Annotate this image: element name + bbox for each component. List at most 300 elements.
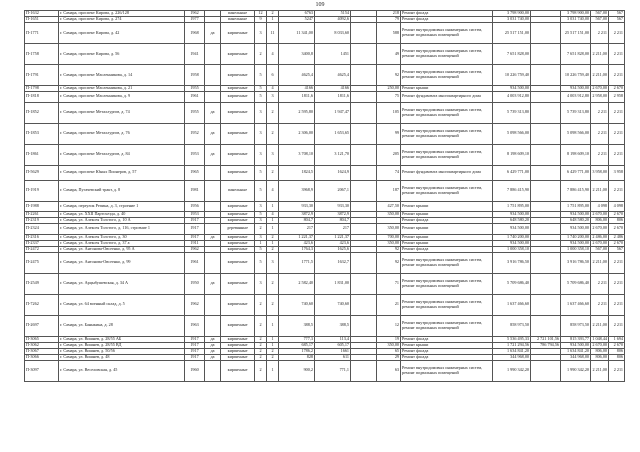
cell-heritage [205,224,221,235]
cell-year: 1960 [185,360,205,381]
cell-house-id: П-3066 [25,354,59,360]
cell-house-id: П-3067 [25,348,59,354]
cell-wall-material: кирпичные [221,273,255,294]
cell-residents: 92 [377,252,401,273]
cell-unit-cost: 2 211 [591,144,609,165]
cell-heritage [205,315,221,336]
cell-entrances: 2 [267,11,279,17]
cell-residents: 350,00 [377,224,401,235]
table-row [25,180,625,201]
cell-residents: 71 [377,273,401,294]
cell-wall-material: кирпичные [221,212,255,218]
cell-address: г. Самара, проспект Металлургов, д. 74 [59,102,185,123]
cell-address: г. Самара, проспект Масленникова, д. 14 [59,65,185,86]
cell-total-cost: 1 637 466,60 [493,294,531,315]
cell-heritage: да [205,102,221,123]
cell-total-cost: 648 580,20 [493,218,531,224]
table-row [25,224,625,235]
cell-house-id: П-1852 [25,102,59,123]
cell-entrances: 4 [267,180,279,201]
cell-budget-cost: 5 098 566,00 [561,123,591,144]
cell-total-cost: 25 517 151,00 [493,23,531,44]
cell-living-area: 388,5 [315,315,351,336]
cell-heritage: да [205,123,221,144]
cell-blank [351,92,377,103]
cell-budget-cost: 3 916 786,50 [561,252,591,273]
cell-address: г. Самара, ул. Вишнев, д. 48 [59,354,185,360]
cell-wall-material: кирпичные [221,165,255,180]
cell-work-type: Ремонт крыши [401,212,493,218]
cell-entrances: 2 [267,294,279,315]
table-row [25,92,625,103]
cell-residents: 92 [377,65,401,86]
cell-wall-material: панельные [221,11,255,17]
table-row [25,65,625,86]
cell-address: г. Самара, ул. Вишнев, д. 28/55 ВД [59,342,185,348]
cell-total-area: 4166 [279,86,315,92]
cell-heritage [205,165,221,180]
cell-entrances: 1 [267,342,279,348]
cell-blank [351,360,377,381]
cell-wall-material: кирпичные [221,234,255,240]
cell-limit-cost: 2 211 [609,144,625,165]
cell-living-area: 771,1 [315,360,351,381]
table-row [25,294,625,315]
cell-total-cost: 8 198 609,10 [493,144,531,165]
cell-budget-cost: 3 031 740,00 [561,17,591,23]
cell-work-type: Ремонт фундамента многоквартирного дома [401,165,493,180]
cell-floors: 5 [255,252,267,273]
cell-work-type: Ремонт внутридомовых инженерных систем, ремонт подвальных помещений [401,294,493,315]
cell-work-type: Ремонт фасада [401,246,493,252]
cell-residents: 99 [377,123,401,144]
cell-total-area: 777,3 [279,336,315,342]
cell-limit-cost: 2 211 [609,102,625,123]
cell-house-id: П-1632 [25,11,59,17]
cell-work-type: Ремонт фасада [401,336,493,342]
cell-entrances: 6 [267,65,279,86]
cell-total-area: 3400,8 [279,44,315,65]
cell-unit-cost: 806,00 [591,218,609,224]
cell-entrances: 1 [267,17,279,23]
cell-work-type: Ремонт внутридомовых инженерных систем, ремонт подвальных помещений [401,23,493,44]
cell-work-type: Ремонт фасада [401,354,493,360]
cell-entrances: 3 [267,252,279,273]
cell-fund-cost [531,92,561,103]
cell-limit-cost: 2 211 [609,273,625,294]
cell-house-id: П-1818 [25,92,59,103]
cell-blank [351,294,377,315]
table-row [25,123,625,144]
cell-blank [351,180,377,201]
cell-heritage: да [205,144,221,165]
cell-total-cost: 5 739 313,80 [493,102,531,123]
cell-budget-cost: 7 886 415,90 [561,180,591,201]
cell-entrances: 1 [267,224,279,235]
table-row [25,102,625,123]
cell-budget-cost: 934 500,00 [561,342,591,348]
cell-work-type: Ремонт внутридомовых инженерных систем, ремонт подвальных помещений [401,315,493,336]
cell-entrances: 1 [267,218,279,224]
cell-total-cost: 3 031 740,00 [493,17,531,23]
cell-total-area: 1 221,37 [279,234,315,240]
cell-heritage [205,201,221,212]
cell-house-id: П-2316 [25,234,59,240]
cell-address: г. Самара, ул. 64 военный склад, д. 5 [59,294,185,315]
cell-wall-material: кирпичные [221,336,255,342]
cell-budget-cost: 934 500,00 [561,224,591,235]
cell-budget-cost: 1 990 342,20 [561,360,591,381]
cell-unit-cost: 2 670,00 [591,224,609,235]
cell-work-type: Ремонт фасада [401,218,493,224]
cell-address: г. Самара, ул. Антонова-Овсеенко, д. 99 [59,252,185,273]
cell-wall-material: кирпичные [221,246,255,252]
cell-residents: 65 [377,348,401,354]
cell-unit-cost: 567,00 [591,246,609,252]
cell-unit-cost: 2 211,00 [591,252,609,273]
cell-unit-cost: 2 670,00 [592,342,607,347]
cell-floors: 3 [255,218,267,224]
cell-residents: 79 [377,17,401,23]
cell-work-type: Ремонт крыши [401,234,493,240]
cell-floors: 2 [255,354,267,360]
cell-year: 1958 [185,65,205,86]
cell-wall-material: кирпичные [221,92,255,103]
cell-floors: 2 [255,348,267,354]
cell-wall-material: кирпичные [221,144,255,165]
cell-address: г. Самара, ул. Алексея Толстого, д. 10 А [59,218,185,224]
cell-fund-cost [531,180,561,201]
cell-year: 1917 [185,342,205,348]
cell-budget-cost: 344 968,00 [561,354,591,360]
cell-house-id: П-3097 [25,360,59,381]
cell-total-area: 828 [279,354,315,360]
cell-total-cost: 3 916 786,50 [493,252,531,273]
cell-house-id: П-1853 [25,123,59,144]
cell-budget-cost: 1 740 200,00 [561,234,591,240]
cell-year: 1917 [185,354,205,360]
cell-address: г. Самара, ул. Антонова-Овсеенко, д. 95 А [59,246,185,252]
cell-heritage: да [205,23,221,44]
cell-budget-cost: 934 500,00 [561,212,591,218]
cell-heritage [205,44,221,65]
cell-unit-cost: 806,00 [591,354,609,360]
cell-address: г. Самара, ул. Вишнев, д. 28/55 АБ [59,336,185,342]
cell-work-type: Ремонт крыши [401,240,493,246]
cell-living-area: 1661 [315,348,351,354]
cell-floors: 5 [255,180,267,201]
cell-year: 1917 [185,218,205,224]
cell-total-cost: 3 798 900,00 [493,11,531,17]
cell-floors: 5 [255,92,267,103]
cell-total-area: 2 595,80 [279,102,315,123]
cell-house-id: П-2324 [25,224,59,235]
cell-year: 1955 [185,102,205,123]
cell-living-area: 4092,6 [315,17,351,23]
cell-year: 1917 [185,234,205,240]
cell-work-type: Ремонт фасада [401,11,493,17]
table-row [25,144,625,165]
cell-residents: 21 [377,294,401,315]
cell-floors: 2 [255,336,267,342]
cell-entrances: 4 [267,212,279,218]
cell-unit-cost: 3 958,00 [591,165,609,180]
cell-entrances: 2 [267,348,279,354]
cell-total-cost: 934 500,00 [493,86,531,92]
cell-residents: 49 [377,44,401,65]
cell-residents: 74 [377,165,401,180]
cell-unit-cost: 2 670,00 [592,85,607,91]
page-number: 109 [315,2,325,8]
cell-living-area: 933,30 [315,201,351,212]
cell-entrances: 1 [267,336,279,342]
cell-living-area: 1 221,37 [315,234,351,240]
cell-fund-cost [531,165,561,180]
cell-house-id: П-2549 [25,273,59,294]
cell-fund-cost: 2 721 101,56 [531,336,561,342]
cell-total-cost: 1 721 294,56 [493,342,531,348]
cell-total-cost: 1 000 358,10 [493,246,531,252]
cell-house-id: П-2472 [25,246,59,252]
cell-address: г. Самара, проспект Кирова, д. 42 [59,23,185,44]
cell-floors: 3 [255,123,267,144]
cell-work-type: Ремонт внутридомовых инженерных систем, ремонт подвальных помещений [401,273,493,294]
cell-total-area: 3968,9 [279,180,315,201]
cell-entrances: 1 [267,201,279,212]
cell-living-area: 1 831,00 [315,273,351,294]
cell-total-area: 5247 [279,17,315,23]
cell-limit-cost: 806 [609,218,625,224]
cell-unit-cost: 2 211 [591,273,609,294]
cell-entrances: 1 [267,315,279,336]
cell-wall-material: кирпичные [221,23,255,44]
cell-heritage: да [205,336,221,342]
cell-entrances: 4 [267,44,279,65]
cell-budget-cost: 8 198 609,10 [561,144,591,165]
cell-living-area: 1811,6 [315,92,351,103]
cell-floors: 5 [255,212,267,218]
cell-unit-cost: 2 958,00 [591,92,609,103]
cell-heritage: да [205,273,221,294]
cell-work-type: Ремонт внутридомовых инженерных систем, ремонт подвальных помещений [401,44,493,65]
cell-total-cost: 1 634 841,20 [493,348,531,354]
cell-year: 1917 [185,348,205,354]
cell-total-area: 804,7 [279,218,315,224]
cell-living-area: 217 [315,224,351,235]
cell-limit-cost: 567 [609,246,625,252]
cell-floors: 5 [255,86,267,92]
cell-house-id: П-1651 [25,17,59,23]
cell-residents: 588 [377,23,401,44]
cell-total-area: 740,60 [279,294,315,315]
cell-total-cost: 344 968,00 [493,354,531,360]
cell-fund-cost [531,273,561,294]
cell-year: 1962 [185,294,205,315]
cell-fund-cost [531,44,561,65]
cell-fund-cost [531,123,561,144]
cell-house-id: П-1791 [25,65,59,86]
cell-work-type: Ремонт внутридомовых инженерных систем, ремонт подвальных помещений [401,102,493,123]
cell-year: 1953 [185,144,205,165]
cell-fund-cost [531,23,561,44]
capital-repair-table [24,10,624,382]
cell-limit-cost: 2 670 [609,212,625,218]
cell-work-type: Ремонт крыши [401,342,493,348]
cell-total-area: 11 341,00 [279,23,315,44]
cell-address: г. Самара, переулок Репина, д. 3, строение 1 [59,201,185,212]
cell-house-id: П-2697 [25,315,59,336]
cell-fund-cost [531,252,561,273]
cell-address: г. Самара, проспект Кирова, д. 226/128 [59,11,185,17]
cell-house-id: П-3065 [25,336,59,342]
cell-limit-cost: 2 211 [609,360,625,381]
cell-year: 1941 [185,44,205,65]
cell-residents: 350,00 [377,240,401,246]
cell-work-type: Ремонт внутридомовых инженерных систем, ремонт подвальных помещений [401,360,493,381]
cell-blank [351,273,377,294]
cell-floors: 1 [255,240,267,246]
cell-unit-cost: 2 211 [591,294,609,315]
cell-floors: 12 [255,11,267,17]
cell-floors: 3 [255,102,267,123]
cell-year: 1950 [185,273,205,294]
cell-year: 1917 [185,336,205,342]
cell-total-cost: 6 429 771,00 [493,165,531,180]
cell-unit-cost: 1 048,44 [592,336,607,341]
cell-residents: 29 [377,354,401,360]
cell-fund-cost [531,65,561,86]
cell-house-id: П-1861 [25,144,59,165]
cell-total-area: 1811,6 [279,92,315,103]
cell-address: г. Самара, проспект Кирова, д. 56 [59,44,185,65]
cell-blank [351,201,377,212]
cell-limit-cost: 4 098 [609,201,625,212]
cell-total-cost: 1 990 342,20 [493,360,531,381]
cell-living-area: 1451 [315,44,351,65]
cell-living-area: 423,6 [315,240,351,246]
cell-unit-cost: 2 211,00 [591,65,609,86]
cell-unit-cost: 567,00 [591,17,609,23]
cell-total-area: 217 [279,224,315,235]
cell-total-area: 6763 [279,11,315,17]
cell-residents: 63 [377,360,401,381]
cell-work-type: Ремонт фасада [401,348,493,354]
cell-budget-cost: 3 798 900,00 [561,11,591,17]
cell-house-id: П-1771 [25,23,59,44]
cell-total-cost: 10 226 759,40 [493,65,531,86]
cell-budget-cost: 1 751 895,00 [561,201,591,212]
cell-total-area: 388,5 [279,315,315,336]
cell-blank [351,44,377,65]
cell-living-area: 605,17 [315,342,351,348]
table-row [25,360,625,381]
cell-floors: 2 [255,360,267,381]
cell-house-id: П-2261 [25,212,59,218]
cell-blank [351,65,377,86]
cell-address: г. Самара, проспект Масленникова, д. 21 [59,86,185,92]
cell-limit-cost: 2 211 [609,44,625,65]
cell-wall-material: кирпичные [221,342,255,348]
cell-year: 1952 [185,123,205,144]
cell-living-area: 1632,7 [315,252,351,273]
cell-year: 1961 [185,92,205,103]
cell-year: 1965 [185,165,205,180]
cell-unit-cost: 2 486,00 [592,234,607,239]
cell-work-type: Ремонт крыши [401,86,493,92]
cell-heritage [205,252,221,273]
cell-living-area: 1 653,65 [315,123,351,144]
cell-limit-cost: 2 211 [609,65,625,86]
cell-floors: 5 [255,165,267,180]
cell-total-cost: 934 500,00 [493,240,531,246]
cell-wall-material: кирпичные [221,218,255,224]
cell-limit-cost: 2 670 [609,342,625,348]
cell-work-type: Ремонт крыши [401,224,493,235]
cell-heritage: да [205,348,221,354]
cell-unit-cost: 2 211 [591,123,609,144]
cell-entrances: 2 [267,354,279,360]
cell-house-id: П-5629 [25,165,59,180]
cell-living-area: 3 121,70 [315,144,351,165]
cell-work-type: Ремонт крыши [401,201,493,212]
cell-budget-cost: 4 003 912,80 [561,92,591,103]
cell-year: 1961 [185,252,205,273]
cell-blank [351,165,377,180]
cell-limit-cost: 1 694 [609,336,625,342]
cell-budget-cost: 5 709 686,40 [561,273,591,294]
cell-wall-material: кирпичные [221,348,255,354]
cell-total-cost: 1 740 200,00 [493,234,531,240]
cell-wall-material: кирпичные [221,252,255,273]
cell-unit-cost: 567,00 [591,11,609,17]
cell-total-area: 423,6 [279,240,315,246]
cell-address: г. Самара, проспект Масленникова, д. 9 [59,92,185,103]
cell-house-id: П-1798 [25,86,59,92]
cell-work-type: Ремонт фундамента многоквартирного дома [401,92,493,103]
cell-total-cost: 7 886 415,90 [493,180,531,201]
cell-limit-cost: 2 211 [609,294,625,315]
cell-limit-cost: 3 958 [609,165,625,180]
cell-total-area: 1824,5 [279,165,315,180]
cell-limit-cost: 2 670 [609,224,625,235]
cell-residents: 12 [377,315,401,336]
cell-unit-cost: 2 211 [591,102,609,123]
cell-heritage: да [205,354,221,360]
cell-house-id: П-2475 [25,252,59,273]
table-row [25,252,625,273]
cell-total-area: 900,2 [279,360,315,381]
cell-fund-cost [531,201,561,212]
cell-house-id: П-7262 [25,294,59,315]
cell-address: г. Самара, ул. Алексея Толстого, д. 37 а [59,240,185,246]
table-row [25,315,625,336]
cell-entrances: 2 [267,102,279,123]
cell-limit-cost: 806 [609,348,625,354]
cell-limit-cost: 2 958 [609,92,625,103]
cell-fund-cost [531,360,561,381]
cell-wall-material: кирпичные [221,240,255,246]
cell-wall-material: деревянные [221,224,255,235]
cell-entrances: 3 [267,144,279,165]
cell-house-id: П-1919 [25,180,59,201]
cell-limit-cost: 567 [609,11,625,17]
cell-house-id: П-3062 [25,342,59,348]
cell-floors: 2 [255,224,267,235]
cell-fund-cost [531,102,561,123]
cell-unit-cost: 2 211,00 [591,44,609,65]
cell-limit-cost: 806 [609,354,625,360]
cell-year: 1917 [185,224,205,235]
